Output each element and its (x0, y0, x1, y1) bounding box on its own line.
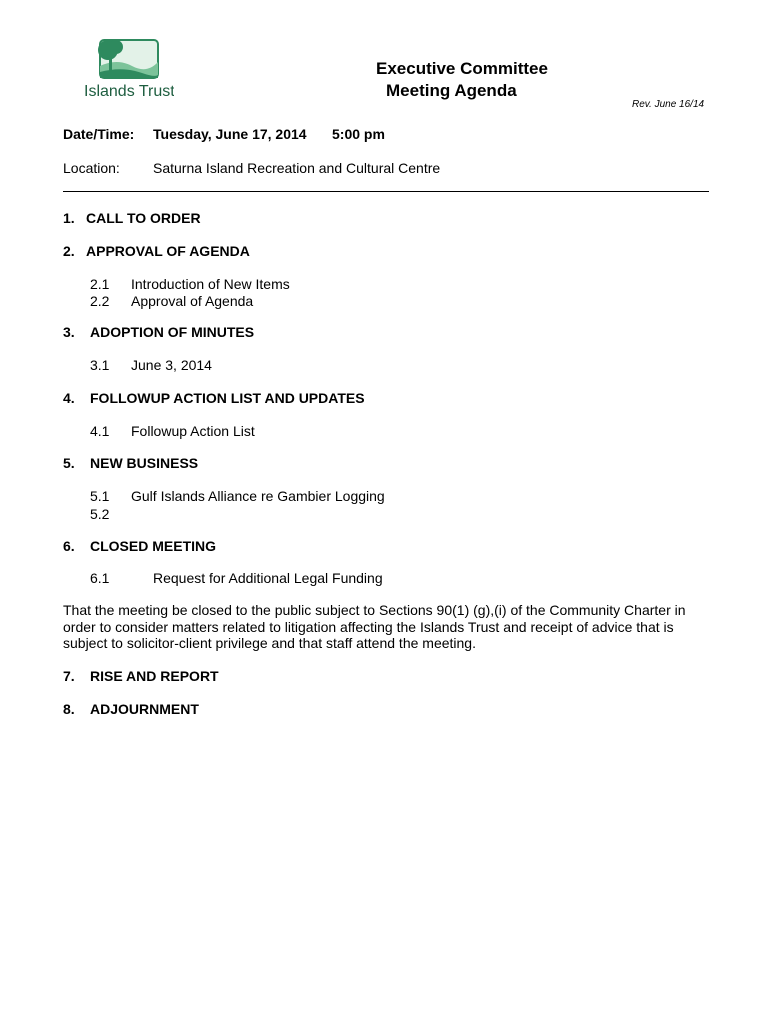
item-2-2-number: 2.2 (90, 293, 110, 309)
item-5-2-number: 5.2 (90, 506, 110, 522)
location-value: Saturna Island Recreation and Cultural Centre (153, 160, 441, 176)
item-5-1-text: Gulf Islands Alliance re Gambier Logging (131, 488, 385, 504)
section-1-number: 1. (63, 210, 75, 226)
item-3-1-text: June 3, 2014 (131, 357, 212, 373)
item-4-1-text: Followup Action List (131, 423, 255, 439)
section-4-number: 4. (63, 390, 75, 406)
section-1-title: CALL TO ORDER (86, 210, 201, 226)
item-3-1-number: 3.1 (90, 357, 110, 373)
section-5-title: NEW BUSINESS (90, 455, 199, 471)
time-value: 5:00 pm (332, 126, 385, 142)
item-5-1-number: 5.1 (90, 488, 110, 504)
section-8-title: ADJOURNMENT (90, 701, 199, 717)
item-2-1-text: Introduction of New Items (131, 276, 290, 292)
revision-note: Rev. June 16/14 (632, 99, 705, 110)
date-label: Date/Time: (63, 126, 135, 142)
svg-text:Islands Trust: Islands Trust (84, 83, 174, 100)
section-6-title: CLOSED MEETING (90, 538, 217, 554)
item-4-1-number: 4.1 (90, 423, 110, 439)
section-3-title: ADOPTION OF MINUTES (90, 324, 255, 340)
section-7-number: 7. (63, 668, 75, 684)
section-7-title: RISE AND REPORT (90, 668, 219, 684)
section-8-number: 8. (63, 701, 75, 717)
document-title-line1: Executive Committee (376, 59, 548, 78)
document-title-line2: Meeting Agenda (386, 81, 517, 100)
section-2-number: 2. (63, 243, 75, 259)
date-value: Tuesday, June 17, 2014 (153, 126, 307, 142)
section-6-number: 6. (63, 538, 75, 554)
section-2-title: APPROVAL OF AGENDA (86, 243, 250, 259)
item-2-2-text: Approval of Agenda (131, 293, 254, 309)
location-label: Location: (63, 160, 120, 176)
section-4-title: FOLLOWUP ACTION LIST AND UPDATES (90, 390, 365, 406)
islands-trust-logo (82, 36, 174, 100)
closed-meeting-resolution: That the meeting be closed to the public subject to Sections 90(1) (g),(i) of the Community Charter in order to consider matters related to litigation affecting the Islands Trust and receipt of advice that is subject to solicitor-client privilege and that staff attend the meeting. (63, 602, 686, 651)
item-6-1-text: Request for Additional Legal Funding (153, 570, 383, 586)
section-3-number: 3. (63, 324, 75, 340)
item-2-1-number: 2.1 (90, 276, 110, 292)
item-6-1-number: 6.1 (90, 570, 110, 586)
header-divider (63, 191, 709, 192)
section-5-number: 5. (63, 455, 75, 471)
